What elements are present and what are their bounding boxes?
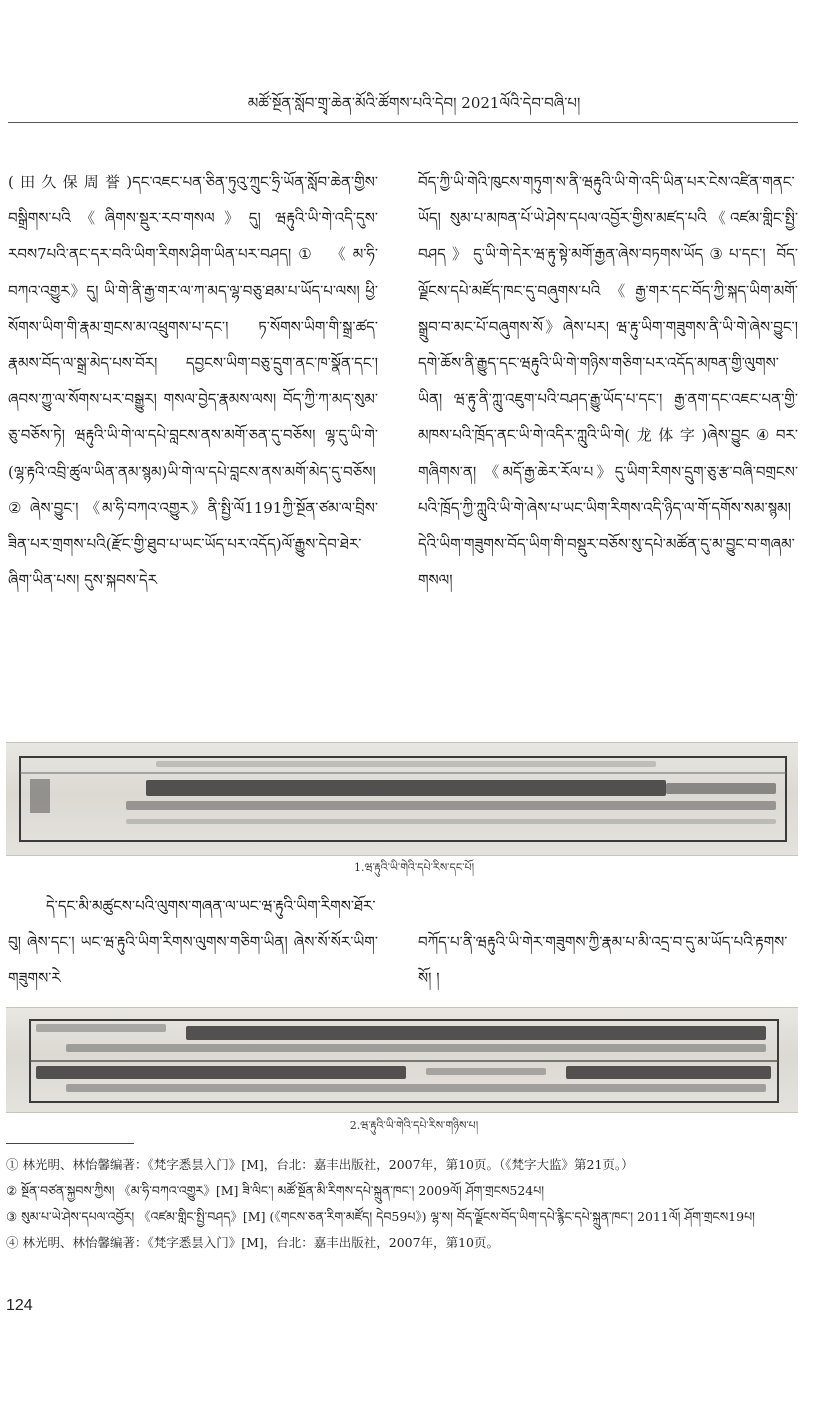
figure-1-image: [6, 742, 798, 856]
paragraph: དེ་དང་མི་མཚུངས་པའི་ལུགས་གཞན་ལ་ཡང་ཝ་རྟུའི་ཡིག་རིགས་ཐོར་བུ། ཞེས་དང་། ཡང་ཝ་རྟུའི་ཡིག་རིགས་ལུགས་གཅིག་ཡིན། ཞེས་སོ་སོར་ཡིག་གཟུགས་རེ: [8, 897, 378, 988]
paragraph: (田久保周誉)དང་འཇང་པན་ཅིན་ཏུའུ་ཀྲུང་ཧྲི་ཡོན་སློབ་ཆེན་གྱིས་བསྒྲིགས་པའི《ཞིགས་སྡུར་རབ་གསལ》དུ། ཝརྟུའི་ཡི་གེ་འདི་དུས་རབས7པའི་ནང་དར་བའི་ཡིག་རིགས་ཤིག་ཡིན་པར་བཤད།① 《མ་ཧི་བཀའ་འགྱུར》དུ། ཡི་གེ་ནི་རྒྱ་གར་ལ་ཀ་མད་ལྷ་བཅུ་ཐམ་པ་ཡོད་པ་ལས། ཕྱི་སོགས་ཡིག་གི་རྣམ་གྲངས་མ་འཕྲུགས་པ་དང་། ཏ་སོགས་ཡིག་གི་སྒྲ་ཚད་རྣམས་བོད་ལ་སྒྲ་མེད་པས་བོར། དབྱངས་ཡིག་བཅུ་དྲུག་ནང་ཁ་སྣོན་དང་། ཞབས་ཀྱུ་ལ་སོགས་པར་བསྒྱུར། གསལ་བྱེད་རྣམས་ལས། བོད་ཀྱི་ཀ་མད་སུམ་ཅུ་བཅོས་ཏེ། ཝརྟུའི་ཡི་གེ་ལ་དཔེ་བླངས་ནས་མགོ་ཅན་དུ་བཅོས། ལྷ་དུ་ཡི་གེ་(ལྷ་རྟའི་འབྲི་ཚུལ་ཡིན་ནམ་སྙམ)ཡི་གེ་ལ་དཔེ་བླངས་ནས་མགོ་མེད་དུ་བཅོས།② ཞེས་བྱུང་། 《མ་ཧི་བཀའ་འགྱུར》ནི་སྤྱི་ལོ1191ཀྱི་སྔོན་ཙམ་ལ་བྲིས་ཟིན་པར་གྲགས་པའི(རྫོང་གྱི་ཐུབ་པ་ཡང་ཡོད་པར་འདོད)ལོ་རྒྱུས་དེབ་ཐེར་ཞིག་ཡིན་པས། དུས་སྐབས་དེར: [8, 173, 378, 590]
footnote: ② སྔོན་བཙན་སྐྱབས་ཀྱིས། 《མ་ཧི་བཀའ་འགྱུར》[M] ཟི་ལིང་། མཚོ་སྔོན་མི་རིགས་དཔེ་སྐྲུན་ཁང་། 2009ལོ། ཤོག་གྲངས524པ།: [6, 1183, 545, 1198]
manuscript-scan-1: [6, 743, 798, 855]
footnote: ④ 林光明、林怡馨编著：《梵字悉昙入门》[M]，台北：嘉丰出版社，2007年，第10页。: [6, 1235, 499, 1250]
footnote-rule: [6, 1143, 134, 1144]
header-rule: [8, 122, 798, 123]
footnote: ③ སུམ་པ་ཡེ་ཤེས་དཔལ་འབྱོར། 《འཛམ་གླིང་སྤྱི་བཤད》[M] (《གངས་ཅན་རིག་མཛོད། དེབ59པ》) ལྷ་ས། བོད་ལྗོངས་བོད་ཡིག་དཔེ་རྙིང་དཔེ་སྐྲུན་ཁང་། 2011ལོ། ཤོག་གྲངས19པ།: [6, 1209, 755, 1224]
body-column-right-1: [418, 164, 798, 736]
paragraph: བོད་ཀྱི་ཡི་གེའི་ཁུངས་གཏུག་ས་ནི་ཝརྟུའི་ཡི་གེ་འདི་ཡིན་པར་ངེས་འཛིན་གནང་ཡོད། སུམ་པ་མཁན་པོ་ཡེ་ཤེས་དཔལ་འབྱོར་གྱིས་མཛད་པའི《འཛམ་གླིང་སྤྱི་བཤད》དུ་ཡི་གེ་དེར་ཝ་རྟུ་སྟེ་མགོ་རྒྱན་ཞེས་བཏགས་ཡོད③པ་དང་། བོད་ལྗོངས་དཔེ་མཛོད་ཁང་དུ་བཞུགས་པའི《རྒྱ་གར་དང་བོད་ཀྱི་སྐད་ཡིག་མགོ་སྒྲུབ་བ་མང་པོ་བཞུགས་སོ》ཞེས་པར། ཝ་རྟུ་ཡིག་གཟུགས་ནི་ཡི་གེ་ཞེས་བྱུང་། དགེ་ཆོས་ནི་རྒྱུད་དང་ཝརྟུའི་ཡི་གེ་གཉིས་གཅིག་པར་འདོད་མཁན་གྱི་ལུགས་ཡིན། ཝ་རྟུ་ནི་ཀླུ་འཇུག་པའི་བཤད་རྒྱུ་ཡོད་པ་དང་། རྒྱ་ནག་དང་འཇང་པན་གྱི་མཁས་པའི་ཁྲོད་ནང་ཡི་གེ་འདིར་ཀླུའི་ཡི་གེ(龙体字)ཞེས་བྱུང④བར་གཞིགས་ན། 《མདོ་རྒྱ་ཆེར་རོལ་པ》དུ་ཡིག་རིགས་དྲུག་ཅུ་རྩ་བཞི་བགྲངས་པའི་ཁྲོད་ཀྱི་ཀླུའི་ཡི་གེ་ཞེས་པ་ཡང་ཡིག་རིགས་འདི་ཉིད་ལ་གོ་དགོས་སམ་སྙམ། དེའི་ཡིག་གཟུགས་བོད་ཡིག་གི་བསྡུར་བཅོས་སུ་དཔེ་མཚོན་དུ་མ་བྱུང་བ་གཞམ་གསལ།: [418, 173, 798, 590]
paragraph: བཀོད་པ་ནི་ཝརྟུའི་ཡི་གེར་གཟུགས་ཀྱི་རྣམ་པ་མི་འདྲ་བ་དུ་མ་ཡོད་པའི་རྟགས་སོ། །: [418, 933, 788, 988]
manuscript-scan-2: [6, 1008, 798, 1112]
figure-2-image: [6, 1007, 798, 1113]
figure-1-caption: 1.ཝ་རྟུའི་ཡི་གེའི་དཔེ་རིས་དང་པོ།: [353, 861, 475, 874]
page-number: 124: [6, 1297, 33, 1314]
footnote: ① 林光明、林怡馨编著：《梵字悉昙入门》[M]，台北：嘉丰出版社，2007年，第10页。（《梵字大监》第21页。）: [6, 1157, 634, 1172]
body-column-left-2: [8, 888, 378, 996]
body-column-right-2: [418, 924, 798, 996]
figure-2-caption: 2.ཝ་རྟུའི་ཡི་གེའི་དཔེ་རིས་གཉིས་པ།: [349, 1119, 479, 1132]
body-column-left-1: [8, 164, 378, 736]
footnotes: [6, 1152, 798, 1256]
running-header: མཚོ་སྔོན་སློབ་གྲྭ་ཆེན་མོའི་ཚོགས་པའི་དེབ། 2021ལོའི་དེབ་བཞི་པ།: [247, 94, 581, 112]
